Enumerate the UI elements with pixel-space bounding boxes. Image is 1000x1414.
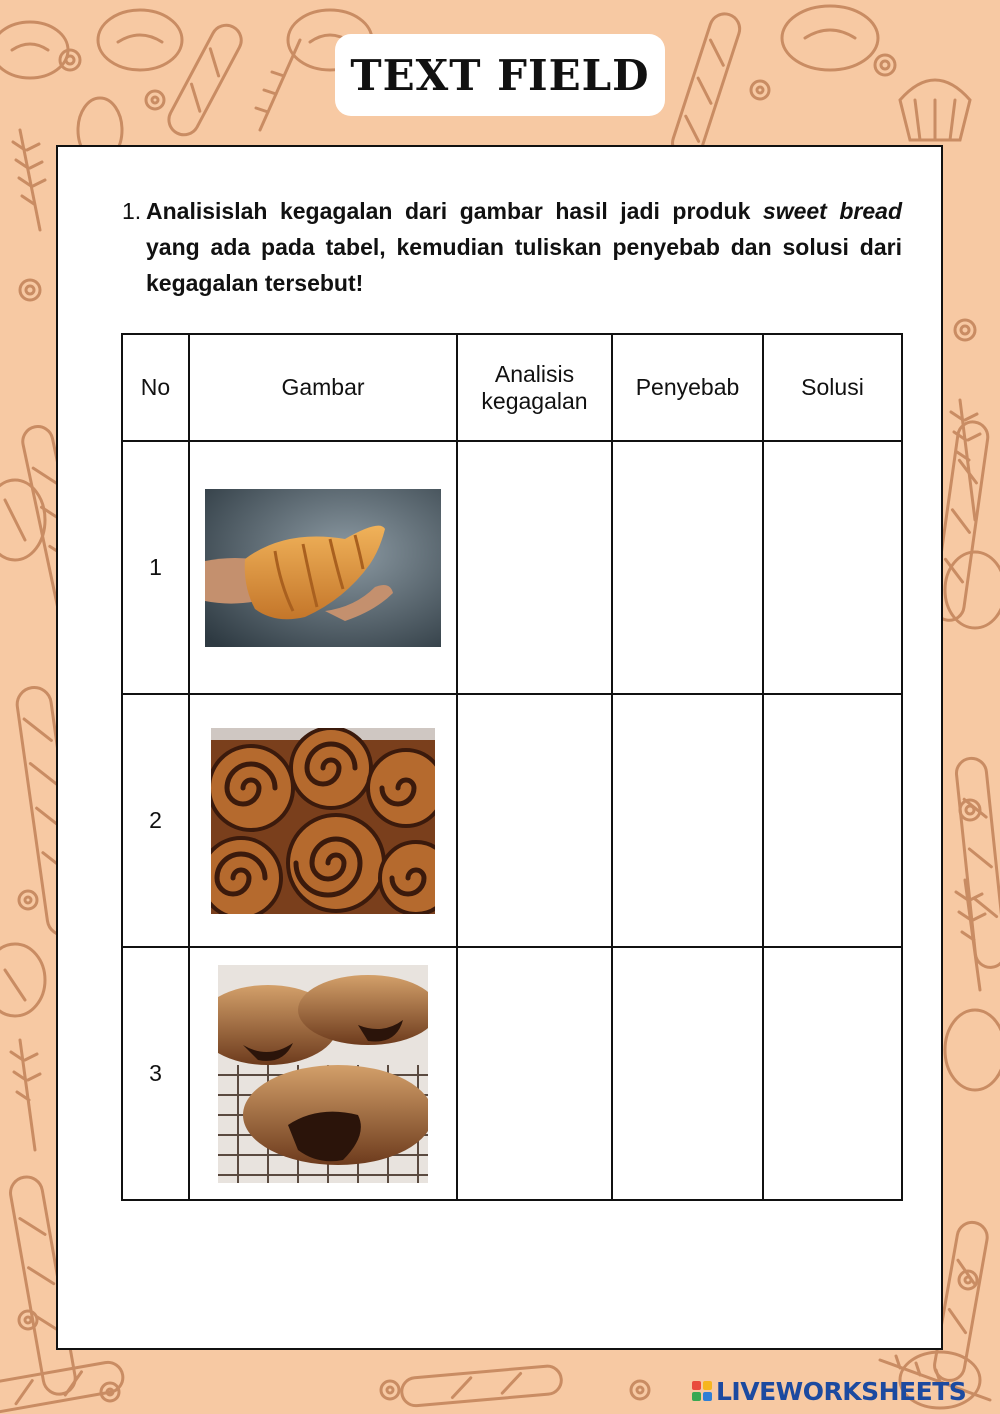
row-number: 3 <box>122 947 189 1200</box>
bun-doodle <box>98 10 182 70</box>
logo-mark-square <box>692 1381 701 1390</box>
page-title: TEXT FIELD <box>350 50 650 100</box>
penyebab-answer-cell[interactable] <box>612 694 763 947</box>
header-analisis-line1: Analisis <box>494 360 575 387</box>
table-header-row <box>122 334 902 441</box>
analysis-table <box>121 333 903 1201</box>
question-text-part1: Analisislah kegagalan dari gambar hasil jadi produk <box>146 198 763 224</box>
analisis-answer-cell[interactable] <box>457 694 612 947</box>
question-text <box>146 193 902 301</box>
logo-mark-square <box>692 1392 701 1401</box>
bun-doodle <box>0 22 68 78</box>
image-cell <box>189 441 457 694</box>
worksheet-card <box>56 145 943 1350</box>
logo-mark-square <box>703 1392 712 1401</box>
logo-mark-square <box>703 1381 712 1390</box>
table-row <box>122 441 902 694</box>
baguette-doodle <box>955 757 1000 969</box>
liveworksheets-mark-icon <box>692 1381 712 1401</box>
row-number: 2 <box>122 694 189 947</box>
penyebab-answer-cell[interactable] <box>612 441 763 694</box>
baguette-doodle <box>401 1365 563 1407</box>
question-instruction <box>122 193 902 301</box>
wheat-doodle <box>13 130 45 230</box>
table-row <box>122 947 902 1200</box>
image-cell <box>189 947 457 1200</box>
question-number: 1. <box>122 198 142 224</box>
table-row <box>122 694 902 947</box>
analisis-answer-cell[interactable] <box>457 441 612 694</box>
muffin-doodle <box>900 80 970 140</box>
header-solusi: Solusi <box>763 334 902 441</box>
liveworksheets-logo[interactable] <box>692 1374 966 1408</box>
analisis-answer-cell[interactable] <box>457 947 612 1200</box>
burnt-cinnamon-rolls-photo <box>211 728 435 914</box>
wheat-doodle <box>11 1040 40 1150</box>
logo-text: LIVEWORKSHEETS <box>716 1376 967 1406</box>
question-text-italic: sweet bread <box>762 198 902 224</box>
chocolate-filled-buns-photo <box>218 965 428 1183</box>
solusi-answer-cell[interactable] <box>763 694 902 947</box>
bun-doodle <box>945 1010 1000 1090</box>
bun-doodle <box>782 6 878 70</box>
baguette-doodle <box>0 1360 125 1414</box>
header-analisis <box>457 334 612 441</box>
penyebab-answer-cell[interactable] <box>612 947 763 1200</box>
wheat-doodle <box>256 40 300 130</box>
title-banner <box>335 34 665 116</box>
solusi-answer-cell[interactable] <box>763 947 902 1200</box>
row-number: 1 <box>122 441 189 694</box>
header-gambar: Gambar <box>189 334 457 441</box>
croissant-in-hand-photo <box>205 489 441 647</box>
baguette-doodle <box>669 10 744 162</box>
bun-doodle <box>0 944 45 1016</box>
bun-doodle <box>945 552 1000 628</box>
baguette-doodle <box>164 20 247 140</box>
solusi-answer-cell[interactable] <box>763 441 902 694</box>
header-no: No <box>122 334 189 441</box>
image-cell <box>189 694 457 947</box>
header-analisis-line2: kegagalan <box>481 387 588 414</box>
header-penyebab: Penyebab <box>612 334 763 441</box>
question-text-part2: yang ada pada tabel, kemudian tuliskan penyebab dan solusi dari kegagalan tersebut! <box>146 234 902 296</box>
